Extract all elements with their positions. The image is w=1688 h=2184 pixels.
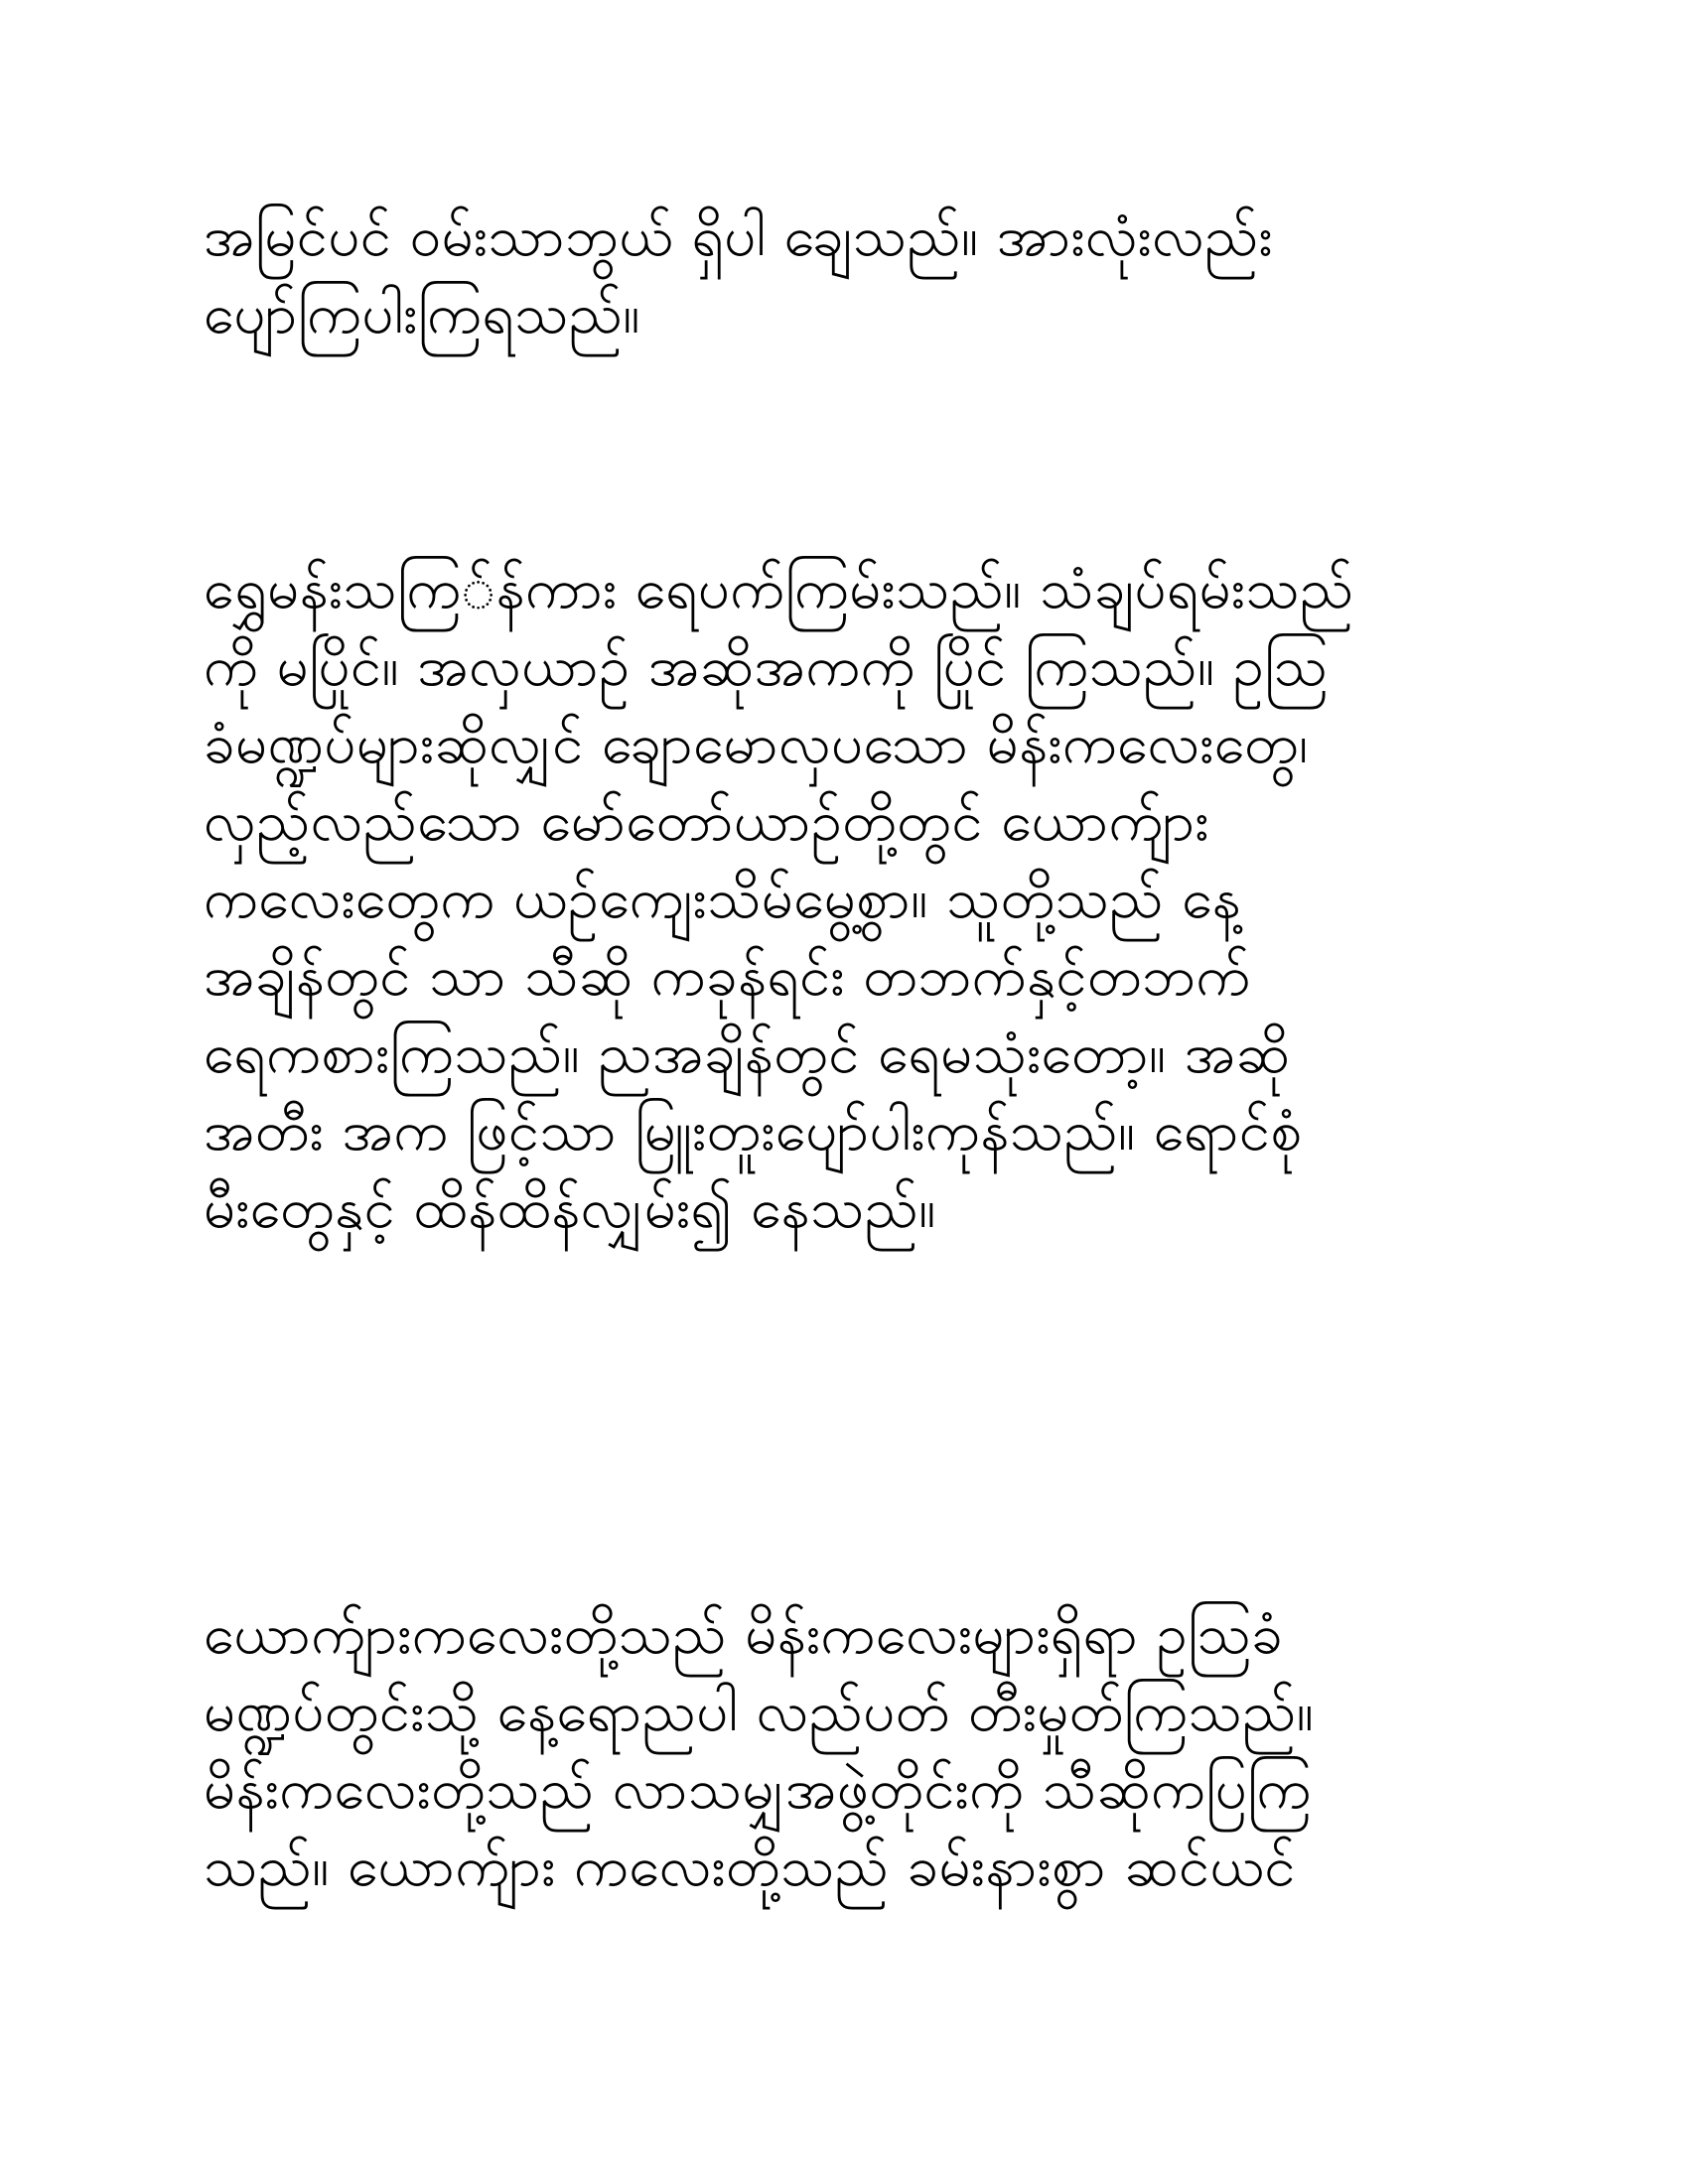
paragraph-2 (204, 551, 1494, 1248)
paragraph-line: မီးတွေနှင့် ထိန်ထိန်လျှမ်း၍ နေသည်။ (204, 1176, 936, 1241)
paragraph-3 (204, 1596, 1494, 1906)
paragraph-line: လှည့်လည်သော မော်တော်ယာဉ်တို့တွင် ယောက်ျား (204, 789, 1209, 854)
paragraph-line: ကို မပြိုင်။ အလှယာဉ် အဆိုအကကို ပြိုင် ကြသည်။ ဥဩ (204, 634, 1329, 699)
paragraph-line: အချိန်တွင် သာ သီဆို ကခုန်ရင်း တဘက်နှင့်တဘက် (204, 944, 1251, 1009)
paragraph-line: ယောက်ျားကလေးတို့သည် မိန်းကလေးများရှိရာ ဥဩခံ (204, 1602, 1284, 1667)
paragraph-line: အမြင်ပင် ဝမ်းသာဘွယ် ရှိပါ ချေသည်။ အားလုံးလည်း (204, 205, 1273, 269)
paragraph-line: ခံမဏ္ဍပ်များဆိုလျှင် ချောမောလှပသော မိန်းကလေးတွေ၊ (204, 712, 1309, 776)
paragraph-line: မိန်းကလေးတို့သည် လာသမျှအဖွဲ့တိုင်းကို သီဆိုကပြကြ (204, 1757, 1312, 1822)
paragraph-line: အတီး အက ဖြင့်သာ မြူးတူးပျော်ပါးကုန်သည်။ ရောင်စုံ (204, 1099, 1303, 1163)
paragraph-line: မဏ္ဍပ်တွင်းသို့ နေ့ရောညပါ လည်ပတ် တီးမှုတ်ကြသည်။ (204, 1680, 1315, 1744)
paragraph-line: သည်။ ယောက်ျား ကလေးတို့သည် ခမ်းနားစွာ ဆင်ယင် (204, 1835, 1296, 1899)
paragraph-1 (204, 199, 1494, 353)
paragraph-line: ရွှေမန်းသကြ်န်ကား ရေပက်ကြမ်းသည်။ သံချပ်ရမ်းသည် (204, 557, 1354, 621)
paragraph-line: ပျော်ကြပါးကြရသည်။ (204, 282, 640, 346)
paragraph-line: ကလေးတွေက ယဉ်ကျေးသိမ်မွေ့စွာ။ သူတို့သည် နေ့ (204, 867, 1242, 931)
paragraph-line: ရေကစားကြသည်။ ညအချိန်တွင် ရေမသုံးတော့။ အဆို (204, 1022, 1291, 1086)
